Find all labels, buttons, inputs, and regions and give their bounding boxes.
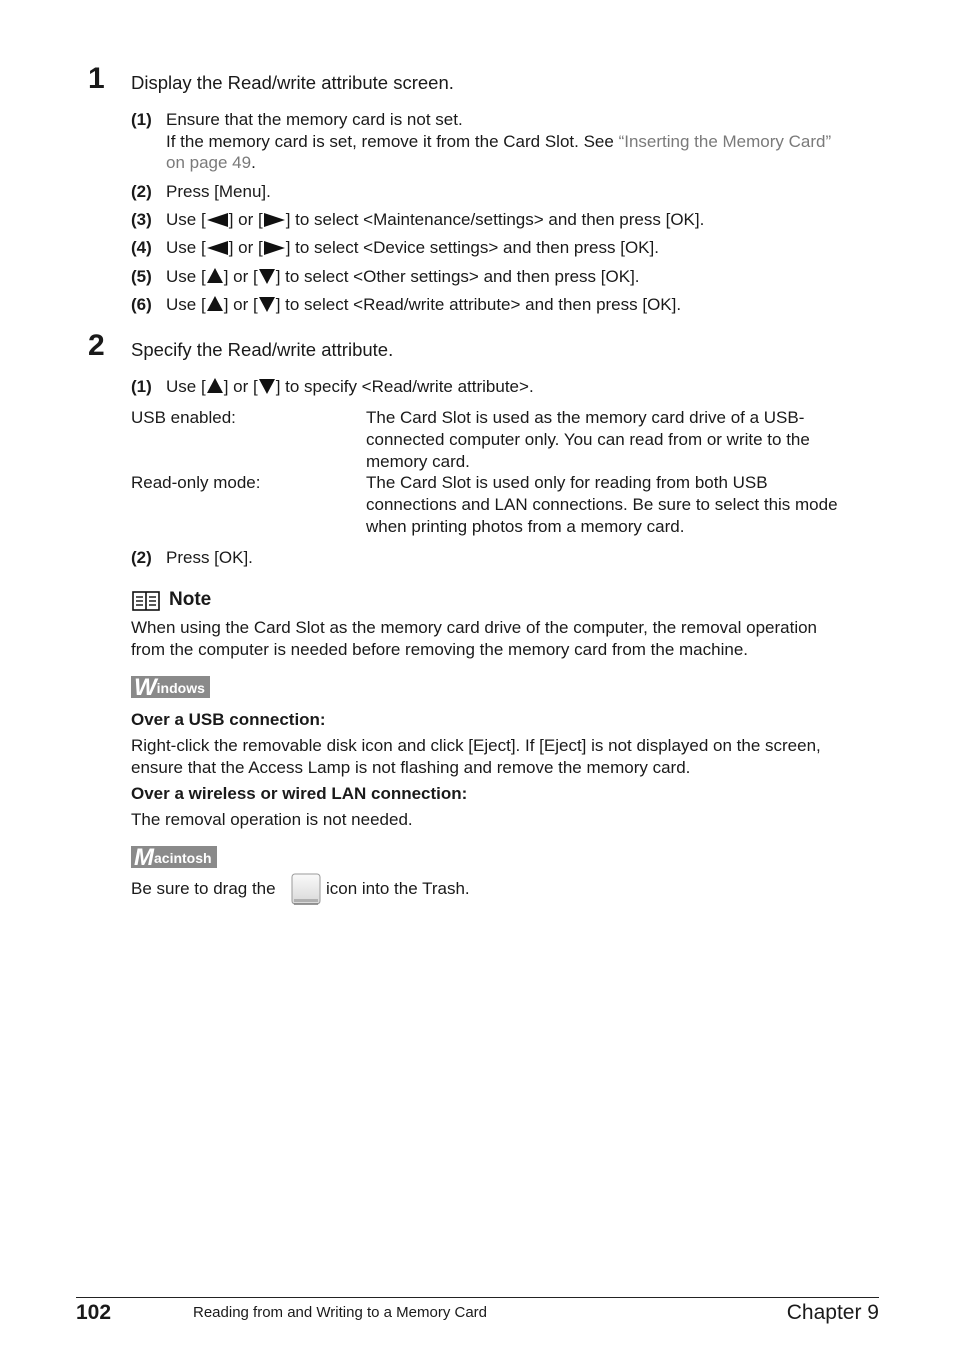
badge-text: indows	[156, 680, 205, 696]
right-arrow-icon	[264, 213, 285, 227]
definition-label-usb-enabled: USB enabled:	[131, 408, 236, 427]
substep-number: (4)	[131, 238, 152, 257]
usb-connection-heading: Over a USB connection:	[131, 710, 326, 729]
lan-connection-heading: Over a wireless or wired LAN connection:	[131, 784, 468, 803]
cross-reference-link[interactable]: “Inserting the Memory Card”	[618, 132, 832, 151]
punctuation: .	[251, 153, 256, 172]
definition-label-read-only: Read-only mode:	[131, 473, 261, 492]
usb-line: ensure that the Access Lamp is not flashing and remove the memory card.	[131, 758, 691, 777]
substep-number: (3)	[131, 210, 152, 229]
substep-text: Use [	[166, 295, 206, 314]
lan-connection-body: The removal operation is not needed.	[131, 810, 413, 829]
note-body	[131, 617, 881, 661]
note-line: When using the Card Slot as the memory card drive of the computer, the removal operation	[131, 618, 818, 637]
substep-text: If the memory card is set, remove it from the Card Slot. See	[166, 132, 619, 151]
step-title-1: Display the Read/write attribute screen.	[131, 72, 454, 93]
down-arrow-icon	[259, 297, 275, 312]
note-title: Note	[169, 589, 212, 610]
substep-number: (1)	[131, 110, 152, 129]
definition-line: memory card.	[366, 452, 470, 471]
substep-text: ] or [	[223, 267, 258, 286]
substep-text: Press [Menu].	[166, 182, 271, 201]
left-arrow-icon	[207, 213, 228, 227]
substep-text: ] to select <Device settings> and then press [OK].	[285, 238, 659, 257]
substep-number: (5)	[131, 267, 152, 286]
drive-icon	[290, 873, 322, 907]
step-number-1: 1	[88, 62, 105, 95]
up-arrow-icon	[207, 296, 223, 311]
substep-text: Use [	[166, 377, 206, 396]
substep-text: Press [OK].	[166, 548, 253, 567]
right-arrow-icon	[264, 241, 285, 255]
mac-instruction-pre: Be sure to drag the	[131, 879, 276, 898]
footer-divider	[76, 1297, 879, 1298]
usb-line: Right-click the removable disk icon and click [Eject]. If [Eject] is not displayed on the screen,	[131, 736, 821, 755]
footer-section-title: Reading from and Writing to a Memory Card	[193, 1304, 488, 1321]
note-line: from the computer is needed before removing the memory card from the machine.	[131, 640, 749, 659]
substep-text: ] to specify <Read/write attribute>.	[275, 377, 534, 396]
definition-line: connected computer only. You can read from or write to the	[366, 430, 810, 449]
left-arrow-icon	[207, 241, 228, 255]
step-number-2: 2	[88, 329, 105, 362]
substep-text: Use [	[166, 267, 206, 286]
page-reference-link[interactable]: on page 49	[166, 153, 252, 172]
page-number: 102	[76, 1301, 112, 1324]
substep-text: ] to select <Other settings> and then press [OK].	[275, 267, 640, 286]
substep-number: (6)	[131, 295, 152, 314]
down-arrow-icon	[259, 379, 275, 394]
badge-initial: M	[134, 846, 154, 868]
substep-number: (2)	[131, 182, 152, 201]
badge-text: acintosh	[154, 850, 212, 866]
note-book-icon	[132, 591, 160, 611]
substep-text: Use [	[166, 210, 206, 229]
definition-line: The Card Slot is used as the memory card drive of a USB-	[366, 408, 805, 427]
substep-text: ] or [	[228, 210, 263, 229]
badge-initial: W	[134, 676, 157, 698]
usb-connection-body	[131, 735, 881, 779]
down-arrow-icon	[259, 269, 275, 284]
definition-body-usb-enabled	[366, 407, 881, 473]
substep-number: (1)	[131, 377, 152, 396]
definition-body-read-only	[366, 472, 881, 538]
substep-text: ] or [	[228, 238, 263, 257]
definition-line: The Card Slot is used only for reading from both USB	[366, 473, 768, 492]
up-arrow-icon	[207, 378, 223, 393]
substep-text: Use [	[166, 238, 206, 257]
definition-line: when printing photos from a memory card.	[366, 517, 685, 536]
step-title-2: Specify the Read/write attribute.	[131, 339, 394, 360]
substep-text: ] or [	[223, 295, 258, 314]
substep-text: ] to select <Maintenance/settings> and then press [OK].	[285, 210, 705, 229]
windows-badge	[131, 676, 210, 698]
footer-chapter: Chapter 9	[786, 1301, 879, 1324]
definition-line: connections and LAN connections. Be sure to select this mode	[366, 495, 838, 514]
macintosh-badge	[131, 846, 217, 868]
substep-text: ] to select <Read/write attribute> and then press [OK].	[275, 295, 682, 314]
substep-text: ] or [	[223, 377, 258, 396]
mac-instruction-post: icon into the Trash.	[326, 879, 470, 898]
substep-text: Ensure that the memory card is not set.	[166, 110, 463, 129]
substep-number: (2)	[131, 548, 152, 567]
up-arrow-icon	[207, 268, 223, 283]
